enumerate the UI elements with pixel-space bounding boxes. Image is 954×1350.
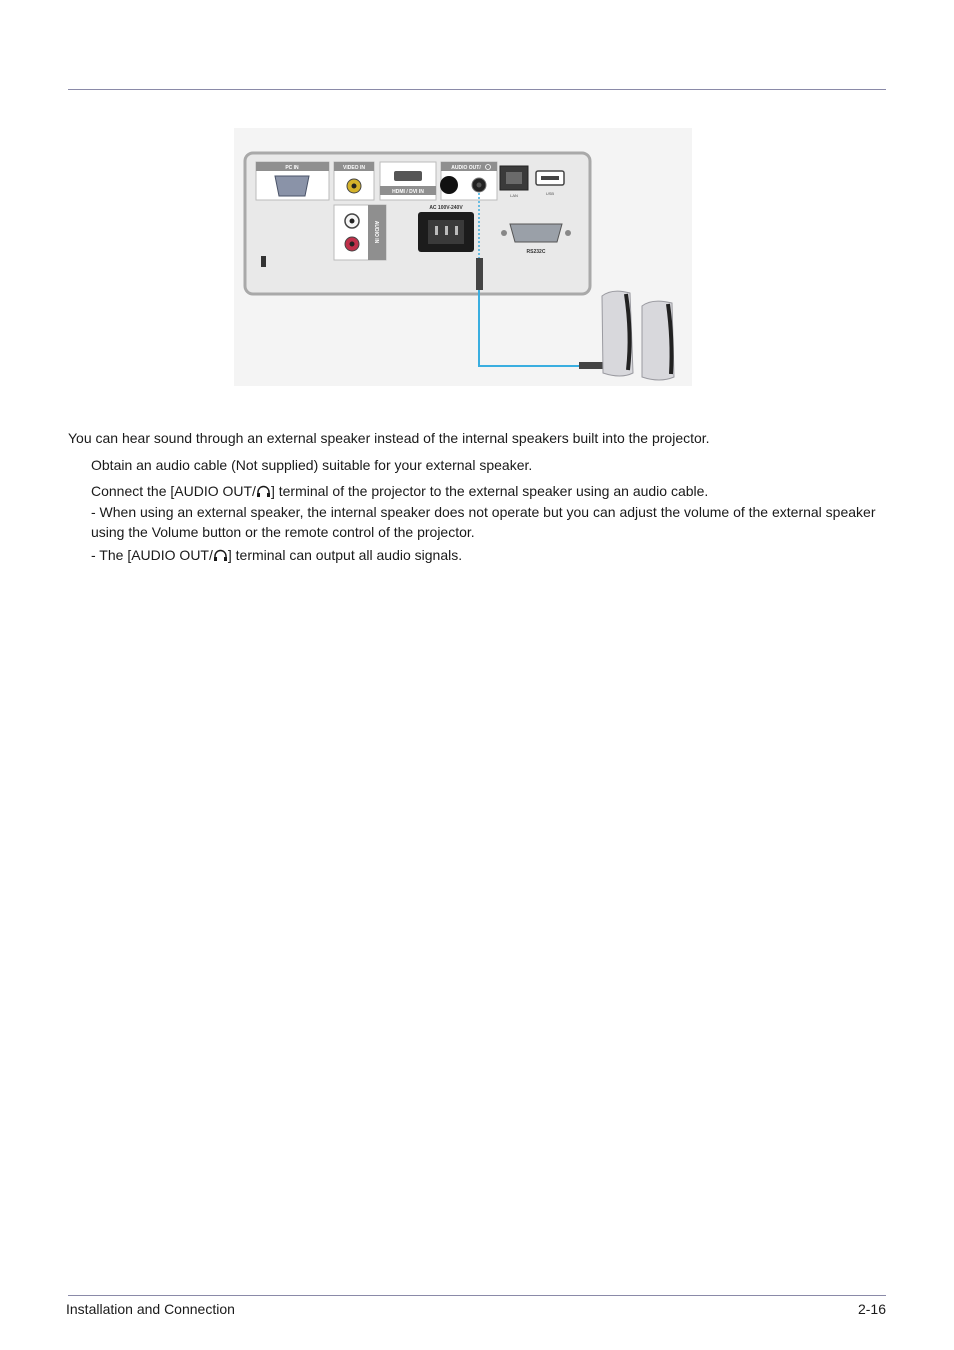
speaker-left (602, 291, 633, 376)
speaker-right (642, 301, 674, 380)
note-1-text: - When using an external speaker, the internal speaker does not operate but you can adjust the volume of the external speaker using the Volume button or the remote control of the projector. (91, 504, 876, 540)
note-2-text-end: ] terminal can output all audio signals. (227, 547, 463, 563)
label-ac: AC 100V-240V (429, 205, 463, 211)
label-usb: USB (545, 191, 555, 196)
footer-section: Installation and Connection (66, 1301, 235, 1317)
label-rs232c: RS232C (526, 249, 546, 255)
footer-rule (68, 1295, 886, 1296)
intro-text: You can hear sound through an external speaker instead of the internal speakers built into the projector. (68, 430, 710, 446)
cable-plug-top (476, 258, 483, 290)
headphone-icon (213, 549, 228, 562)
rs232c-port (510, 224, 562, 242)
note-2 (91, 545, 881, 565)
step-1 (91, 455, 881, 475)
label-audio-in: AUDIO IN (373, 220, 379, 244)
label-lan: LAN (510, 193, 518, 198)
label-hdmi: HDMI / DVI IN (392, 189, 424, 195)
step-2-text-start: Connect the [AUDIO OUT/ (91, 483, 256, 499)
connection-diagram (234, 128, 692, 386)
security-slot (261, 256, 266, 267)
headphone-icon (256, 485, 271, 498)
label-pc-in: PC IN (285, 165, 299, 171)
label-video-in: VIDEO IN (343, 165, 365, 171)
footer-page-number: 2-16 (857, 1301, 886, 1317)
hdmi-port (394, 171, 422, 181)
note-2-text-start: - The [AUDIO OUT/ (91, 547, 213, 563)
note-1 (91, 502, 881, 542)
header-rule (68, 89, 886, 90)
step-2-text-end: ] terminal of the projector to the external speaker using an audio cable. (270, 483, 709, 499)
vga-port (275, 176, 309, 196)
step-1-text: Obtain an audio cable (Not supplied) suitable for your external speaker. (91, 457, 533, 473)
step-2 (91, 481, 881, 501)
label-audio-out: AUDIO OUT/ (451, 165, 481, 171)
